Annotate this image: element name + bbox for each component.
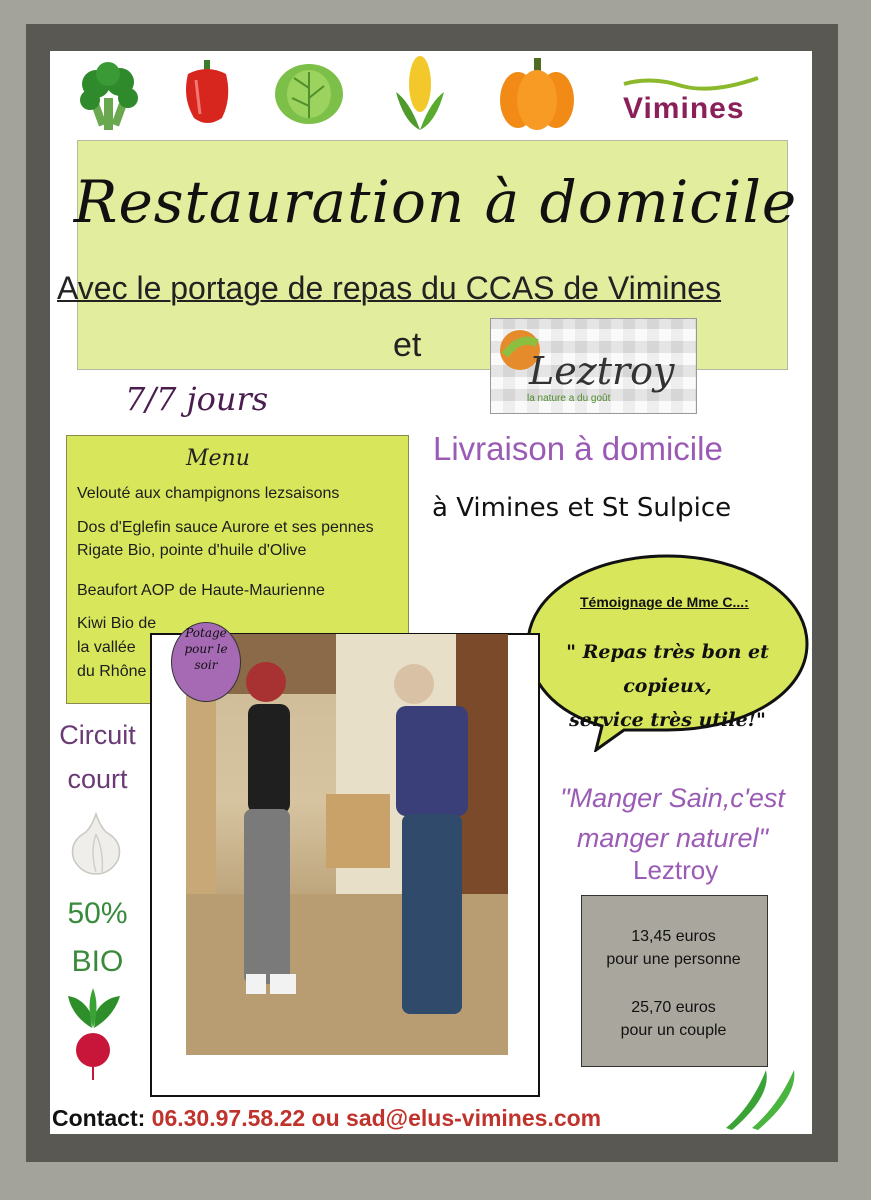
garlic-icon — [66, 812, 126, 876]
pumpkin-icon — [498, 56, 576, 130]
contact-email[interactable]: sad@elus-vimines.com — [346, 1105, 602, 1131]
peas-icon — [722, 1066, 802, 1132]
cabbage-icon — [274, 58, 344, 126]
potage-badge — [171, 622, 241, 702]
menu-item: Velouté aux champignons lezsaisons — [77, 485, 340, 502]
page-title: Restauration à domicile — [73, 168, 798, 236]
price-couple-label: pour un couple — [620, 1022, 727, 1039]
menu-item: la vallée — [77, 639, 136, 656]
radish-icon — [62, 986, 124, 1082]
circuit-line2: court — [67, 764, 128, 794]
delivery-title: Livraison à domicile — [433, 430, 723, 467]
contact-line — [52, 1105, 601, 1132]
menu-item: Kiwi Bio de — [77, 615, 157, 632]
corn-icon — [392, 52, 448, 132]
vimines-logo: Vimines — [623, 92, 745, 125]
contact-label: Contact: — [52, 1105, 146, 1131]
bio-percentage — [50, 890, 145, 986]
slogan-author: Leztroy — [633, 855, 719, 885]
testimony-quote — [535, 635, 800, 737]
menu-item: Rigate Bio, pointe d'huile d'Olive — [77, 542, 307, 559]
price-single-amount: 13,45 euros — [631, 928, 716, 945]
leztroy-tagline: la nature a du goût — [527, 393, 611, 404]
broccoli-icon — [78, 62, 140, 132]
slogan-line1: "Manger Sain,c'est — [560, 783, 785, 813]
testimony-quote-line2: service très utile!" — [569, 709, 766, 731]
menu-item: du Rhône — [77, 663, 147, 680]
slogan — [545, 778, 800, 858]
bio-line1: 50% — [67, 897, 128, 930]
page-subtitle: Avec le portage de repas du CCAS de Vimines — [57, 270, 722, 306]
leztroy-name: Leztroy — [529, 349, 675, 393]
delivery-areas: à Vimines et St Sulpice — [432, 493, 732, 523]
potage-line2: pour le — [184, 642, 228, 656]
price-single-label: pour une personne — [606, 951, 741, 968]
testimony-quote-line1: " Repas très bon et copieux, — [566, 641, 769, 697]
delivery-photo-scene — [186, 634, 508, 1055]
potage-line3: soir — [194, 658, 218, 672]
bio-line2: BIO — [71, 945, 124, 978]
conjunction-text: et — [393, 326, 422, 364]
pepper-icon — [182, 58, 232, 126]
contact-phone[interactable]: 06.30.97.58.22 — [151, 1105, 306, 1131]
testimony-title: Témoignage de Mme C...: — [580, 594, 749, 610]
leztroy-logo — [490, 318, 697, 414]
menu-title: Menu — [186, 446, 250, 471]
potage-line1: Potage — [185, 626, 227, 640]
slogan-line2: manger naturel" — [576, 823, 769, 853]
menu-item: Beaufort AOP de Haute-Maurienne — [77, 582, 325, 599]
circuit-court — [50, 713, 145, 801]
menu-item: Dos d'Eglefin sauce Aurore et ses pennes — [77, 519, 374, 536]
price-couple-amount: 25,70 euros — [631, 999, 716, 1016]
circuit-line1: Circuit — [59, 720, 136, 750]
contact-or: ou — [311, 1105, 340, 1131]
days-text: 7/7 jours — [125, 380, 269, 418]
delivery-photo — [186, 634, 508, 1055]
